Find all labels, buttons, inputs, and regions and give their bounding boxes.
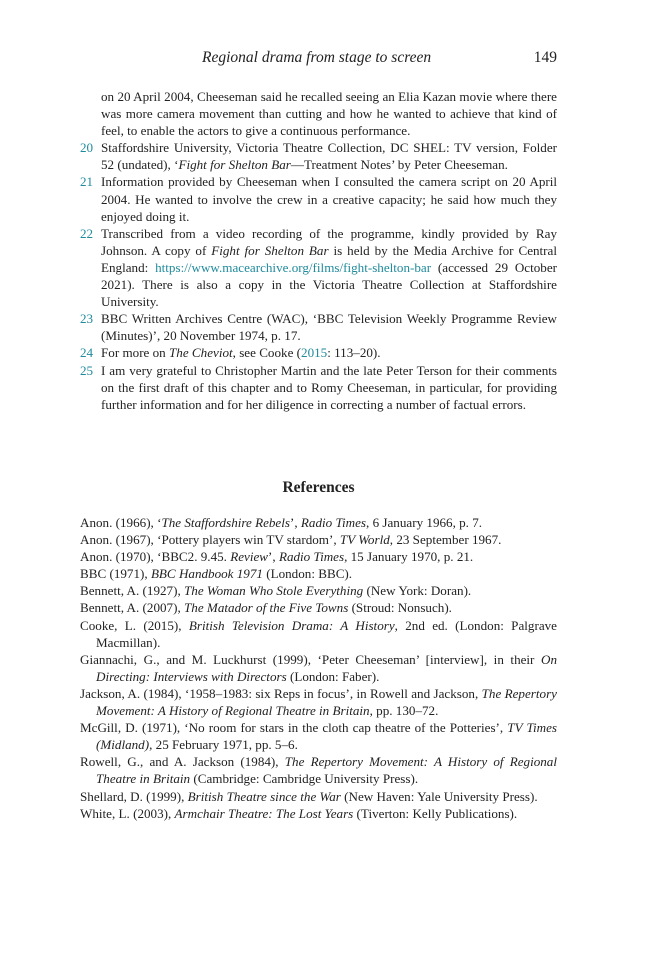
running-head: Regional drama from stage to screen	[202, 49, 432, 66]
reference-title: The Staffordshire Rebels	[161, 515, 290, 530]
reference-entry	[80, 805, 557, 822]
reference-text: , 25 February 1971, pp. 5–6.	[149, 737, 298, 753]
citation-link[interactable]: 2015	[301, 345, 328, 361]
reference-text: Anon. (1966), ‘	[80, 515, 162, 530]
reference-text: , 2nd ed. (London: Palgrave Macmillan).	[96, 617, 557, 650]
reference-text: Anon. (1967), ‘Pottery players win TV stardom’,	[80, 532, 340, 548]
references-heading: References	[282, 479, 355, 496]
reference-text: Giannachi, G., and M. Luckhurst (1999), ‘Peter Cheeseman’ [interview], in their	[80, 651, 541, 667]
note-title: Fight for Shelton Bar	[211, 242, 329, 258]
reference-title: Radio Times	[278, 549, 345, 565]
reference-title: The Repertory Movement: A History of Regional Theatre in Britain	[96, 685, 557, 719]
reference-entry	[80, 565, 557, 582]
reference-title: BBC Handbook 1971	[150, 566, 263, 582]
reference-entry	[80, 753, 557, 787]
note-text	[101, 139, 557, 173]
reference-text: Jackson, A. (1984), ‘1958–1983: six Reps in focus’, in Rowell and Jackson,	[80, 685, 482, 701]
note-number: 20	[80, 140, 94, 156]
reference-title: TV World	[339, 532, 390, 548]
reference-text: (Cambridge: Cambridge University Press).	[190, 771, 419, 787]
reference-text: (Tiverton: Kelly Publications).	[353, 805, 518, 821]
references-list	[80, 514, 557, 822]
note-number: 24	[80, 345, 94, 361]
reference-text: ’,	[289, 515, 301, 530]
reference-text: (New York: Doran).	[363, 583, 472, 599]
note-text-part: For more on	[101, 345, 170, 361]
reference-title: Review	[230, 549, 269, 565]
reference-entry	[80, 685, 557, 719]
reference-title: The Matador of the Five Towns	[184, 600, 349, 616]
page-header	[80, 49, 557, 71]
reference-text: Bennett, A. (1927),	[80, 583, 185, 599]
reference-text: Cooke, L. (2015),	[80, 617, 189, 633]
reference-entry	[80, 514, 557, 531]
note-number: 21	[80, 174, 94, 190]
reference-text: (New Haven: Yale University Press).	[340, 788, 538, 804]
note-text-part: is held by the Media Archive for Central England:	[101, 242, 557, 275]
reference-text: Rowell, G., and A. Jackson (1984),	[80, 754, 285, 770]
note-text-part: —Treatment Notes’ by Peter Cheeseman.	[290, 157, 508, 173]
reference-text: McGill, D. (1971), ‘No room for stars in the cloth cap theatre of the Potteries’,	[80, 720, 508, 736]
note-continuation: on 20 April 2004, Cheeseman said he recalled seeing an Elia Kazan movie where there was more camera movement than cutting and how he wanted to achieve that kind of feel, to enable the actors to give a continuous performance.	[101, 89, 557, 139]
endnote	[80, 310, 557, 344]
archive-link[interactable]: https://www.macearchive.org/films/fight-shelton-bar	[155, 259, 432, 275]
reference-entry	[80, 788, 557, 805]
endnote	[80, 139, 557, 173]
note-text: Information provided by Cheeseman when I consulted the camera script on 20 April 2004. He wanted to involve the crew in a creative capacity; he said how much they enjoyed doing it.	[101, 174, 557, 224]
note-text-part: : 113–20).	[327, 345, 381, 361]
reference-entry	[80, 599, 557, 616]
reference-text: BBC (1971),	[80, 566, 151, 582]
reference-text: (Stroud: Nonsuch).	[348, 600, 452, 616]
note-text-part: , see Cooke (	[232, 345, 302, 361]
page-number: 149	[533, 49, 557, 66]
reference-text: , pp. 130–72.	[369, 703, 439, 719]
endnote	[80, 225, 557, 310]
note-text-part: Staffordshire University, Victoria Theatre Collection, DC SHEL: TV version, Folder 52 (undated), ‘	[101, 140, 557, 173]
reference-title: On Directing: Interviews with Directors	[96, 651, 557, 684]
note-text	[101, 225, 557, 310]
reference-entry	[80, 548, 557, 565]
reference-entry	[80, 719, 557, 753]
reference-text: (London: BBC).	[262, 566, 353, 582]
reference-entry	[80, 617, 557, 651]
note-title: Fight for Shelton Bar	[178, 157, 291, 173]
reference-text: , 15 January 1970, p. 21.	[344, 549, 474, 565]
reference-text: (London: Faber).	[286, 668, 380, 684]
note-text	[101, 344, 557, 361]
reference-text: ’,	[268, 549, 279, 565]
note-number: 22	[80, 225, 94, 241]
endnote	[80, 362, 557, 413]
note-text-part: (accessed 29 October 2021). There is also a copy in the Victoria Theatre Collection at Staffordshire University.	[101, 259, 558, 310]
reference-entry	[80, 582, 557, 599]
reference-title: British Television Drama: A History	[188, 617, 395, 633]
reference-title: British Theatre since the War	[187, 788, 341, 804]
note-text-part: Transcribed from a video recording of the programme, kindly provided by Ray Johnson. A copy of	[101, 225, 557, 258]
reference-title: The Woman Who Stole Everything	[184, 583, 364, 599]
note-text: I am very grateful to Christopher Martin and the late Peter Terson for their comments on the first draft of this chapter and to Romy Cheeseman, in particular, for providing further information and for her diligence in correcting a number of factual errors.	[101, 362, 557, 412]
endnote	[80, 344, 557, 361]
reference-title: Armchair Theatre: The Lost Years	[174, 805, 354, 821]
reference-text: Shellard, D. (1999),	[80, 788, 188, 804]
reference-title: The Repertory Movement: A History of Regional Theatre in Britain	[96, 754, 557, 787]
reference-text: , 23 September 1967.	[389, 532, 502, 548]
reference-text: Bennett, A. (2007),	[80, 600, 185, 616]
note-title: The Cheviot	[169, 345, 233, 361]
note-text: BBC Written Archives Centre (WAC), ‘BBC Television Weekly Programme Review (Minutes)’, 20 November 1974, p. 17.	[101, 311, 557, 344]
note-number: 25	[80, 362, 94, 378]
reference-text: , 6 January 1966, p. 7.	[366, 515, 483, 530]
endnote	[80, 173, 557, 224]
endnotes	[80, 88, 557, 413]
reference-title: Radio Times	[300, 515, 367, 530]
note-number: 23	[80, 311, 94, 327]
reference-entry	[80, 651, 557, 685]
reference-title: TV Times (Midland)	[96, 720, 558, 753]
reference-text: Anon. (1970), ‘BBC2. 9.45.	[80, 549, 231, 565]
reference-text: White, L. (2003),	[80, 805, 175, 821]
reference-entry	[80, 531, 557, 548]
